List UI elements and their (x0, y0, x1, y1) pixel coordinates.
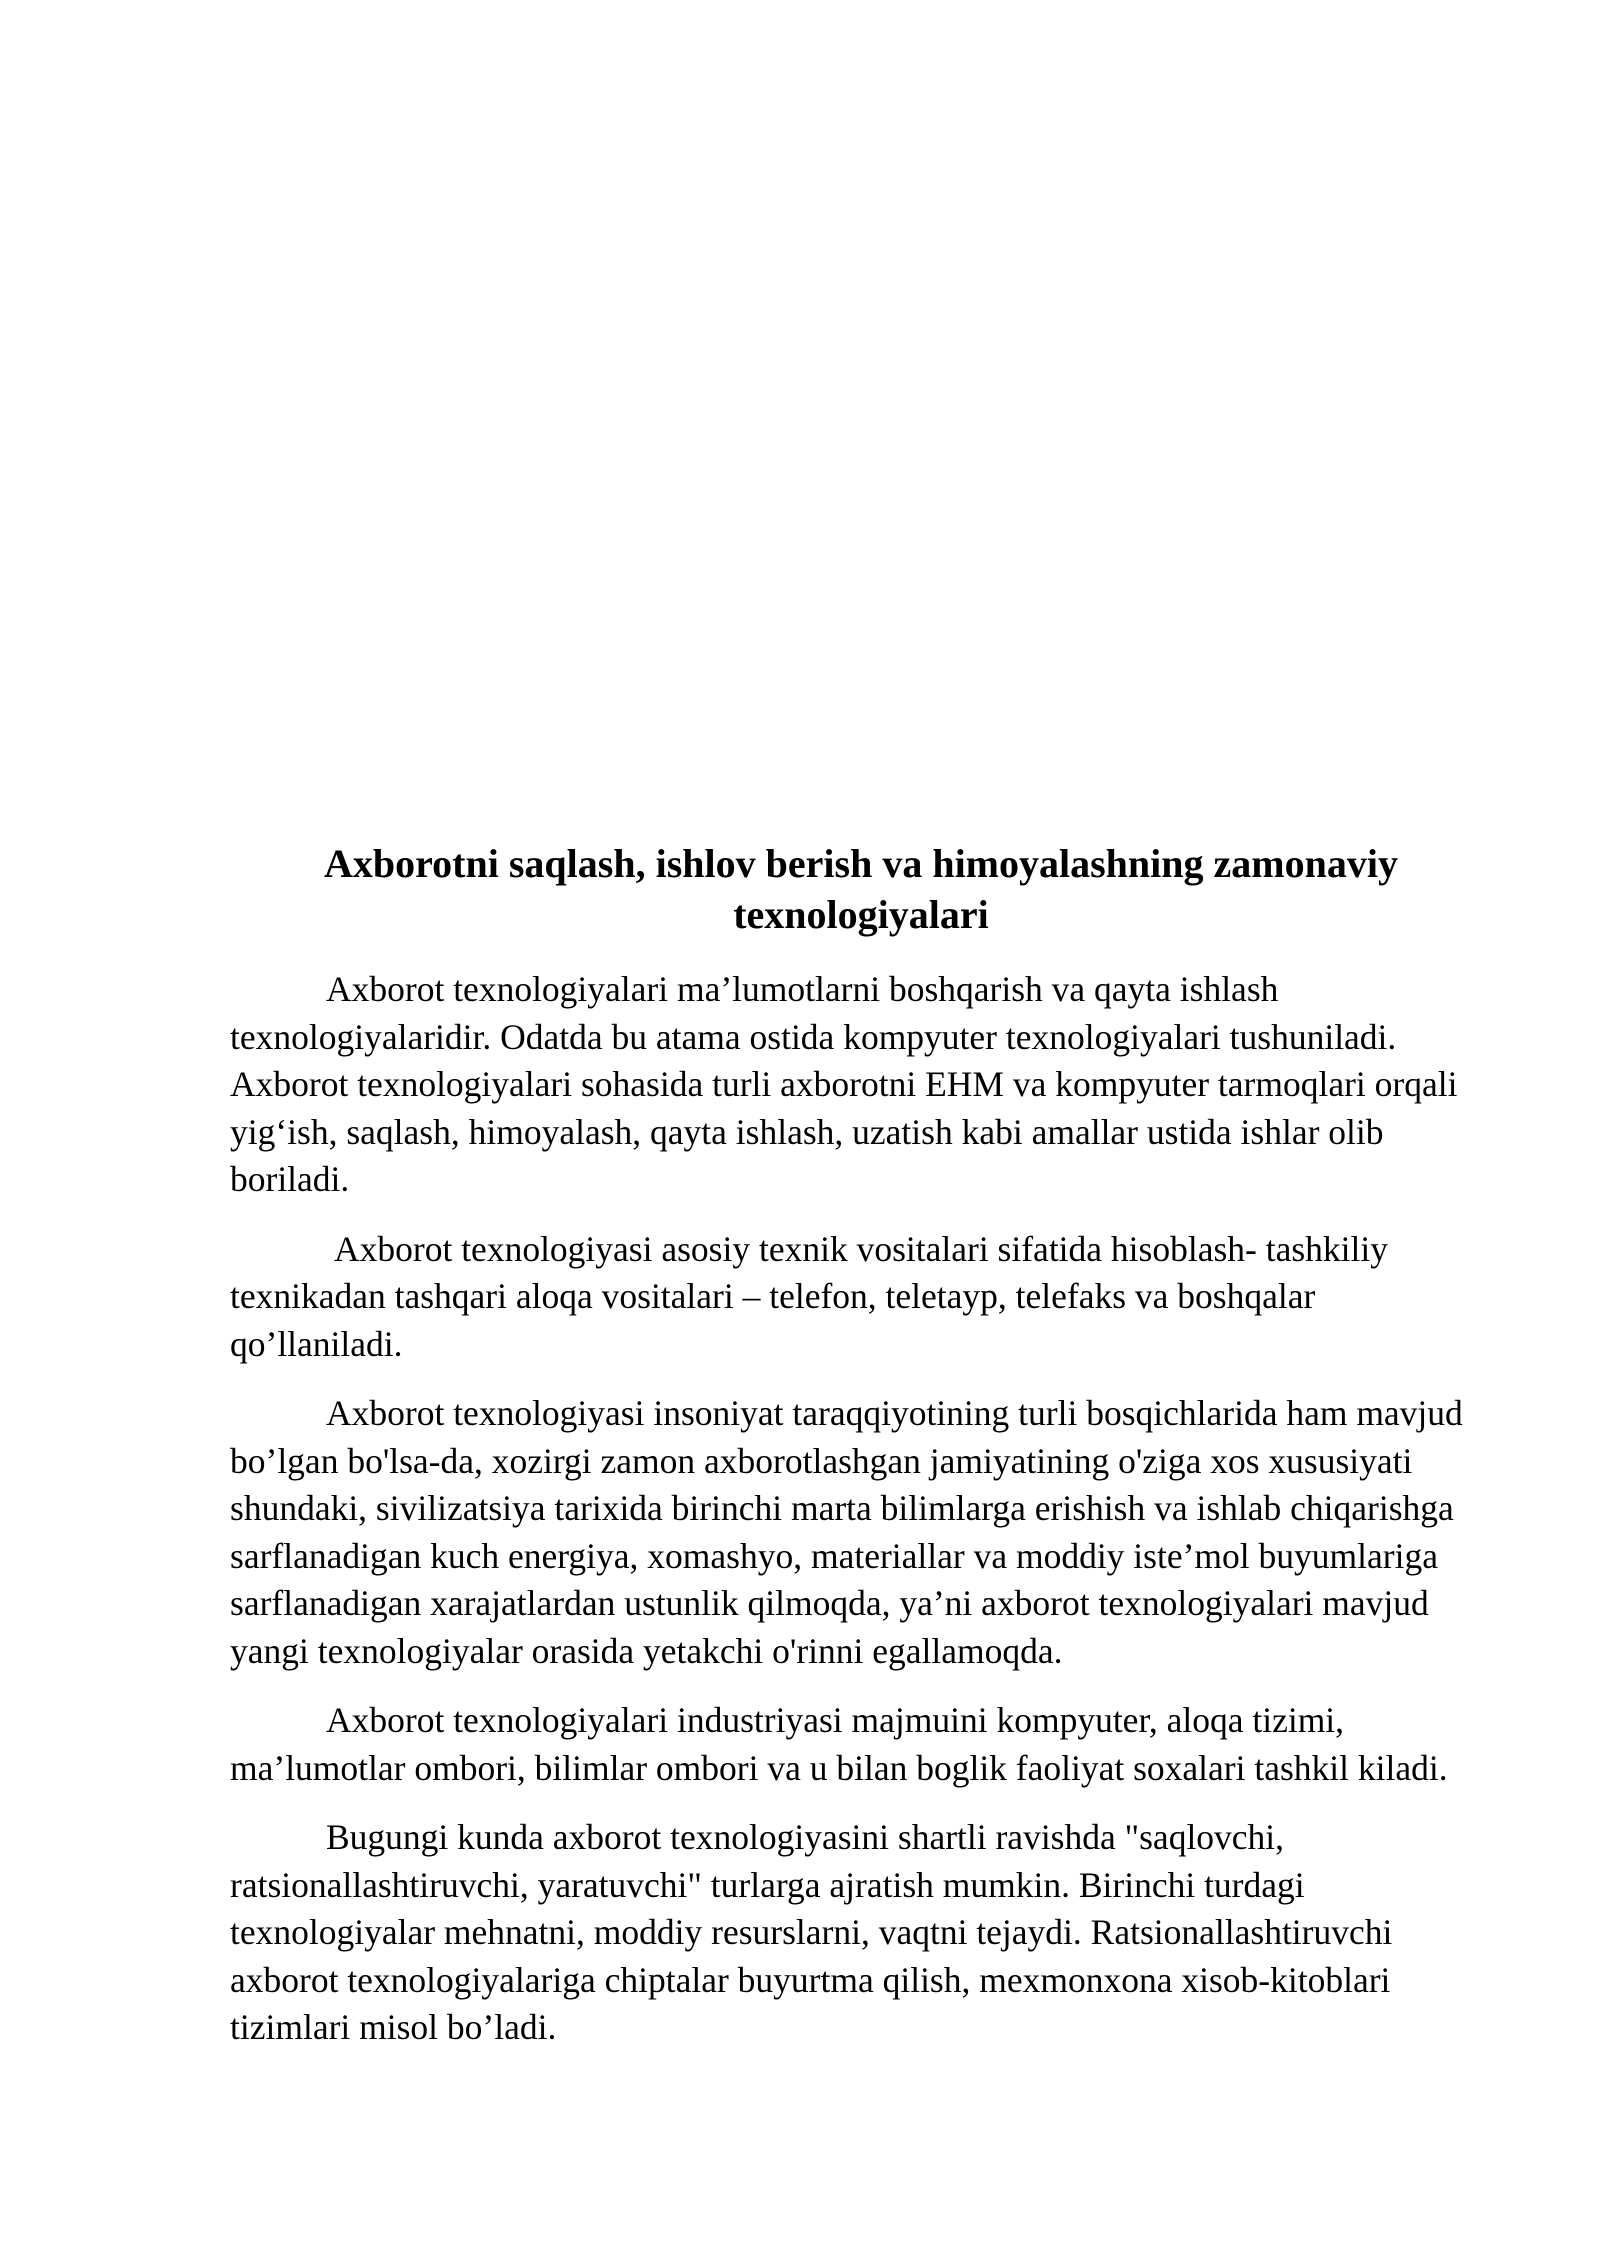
paragraph-1: Axborot texnologiyalari ma’lumotlarni boshqarish va qayta ishlash texnologiyalaridir. Odatda bu atama ostida kompyuter texnologiyalari tushuniladi. Axborot texnologiyalari sohasida turli axborotni EHM va kompyuter tarmoqlari orqali yig‘ish, saqlash, himoyalash, qayta ishlash, uzatish kabi amallar ustida ishlar olib boriladi. (230, 969, 1458, 1199)
paragraph-2: Axborot texnologiyasi asosiy texnik vositalari sifatida hisoblash- tashkiliy texnikadan tashqari aloqa vositalari – telefon, teletayp, telefaks va boshqalar qo’llaniladi. (230, 1228, 1389, 1364)
document-title: Axborotni saqlash, ishlov berish va himoyalashning zamonaviy texnologiyalari (324, 841, 1398, 937)
document-body (230, 838, 1492, 2074)
paragraph-4: Axborot texnologiyalari industriyasi majmuini kompyuter, aloqa tizimi, ma’lumotlar ombori, bilimlar ombori va u bilan boglik faoliyat soxalari tashkil kiladi. (230, 1700, 1448, 1788)
paragraph-5: Bugungi kunda axborot texnologiyasini shartli ravishda "saqlovchi, ratsionallashtiruvchi, yaratuvchi" turlarga ajratish mumkin. Birinchi turdagi texnologiyalar mehnatni, moddiy resurslarni, vaqtni tejaydi. Ratsionallashtiruvchi axborot texnologiyalariga chiptalar buyurtma qilish, mexmonxona xisob-kitoblari tizimlari misol bo’ladi. (230, 1817, 1393, 2047)
paragraph-3: Axborot texnologiyasi insoniyat taraqqiyotining turli bosqichlarida ham mavjud bo’lgan bo'lsa-da, xozirgi zamon axborotlashgan jamiyatining o'ziga xos xususiyati shundaki, sivilizatsiya tarixida birinchi marta bilimlarga erishish va ishlab chiqarishga sarflanadigan kuch energiya, xomashyo, materiallar va moddiy iste’mol buyumlariga sarflanadigan xarajatlardan ustunlik qilmoqda, ya’ni axborot texnologiyalari mavjud yangi texnologiyalar orasida yetakchi o'rinni egallamoqda. (230, 1393, 1463, 1671)
